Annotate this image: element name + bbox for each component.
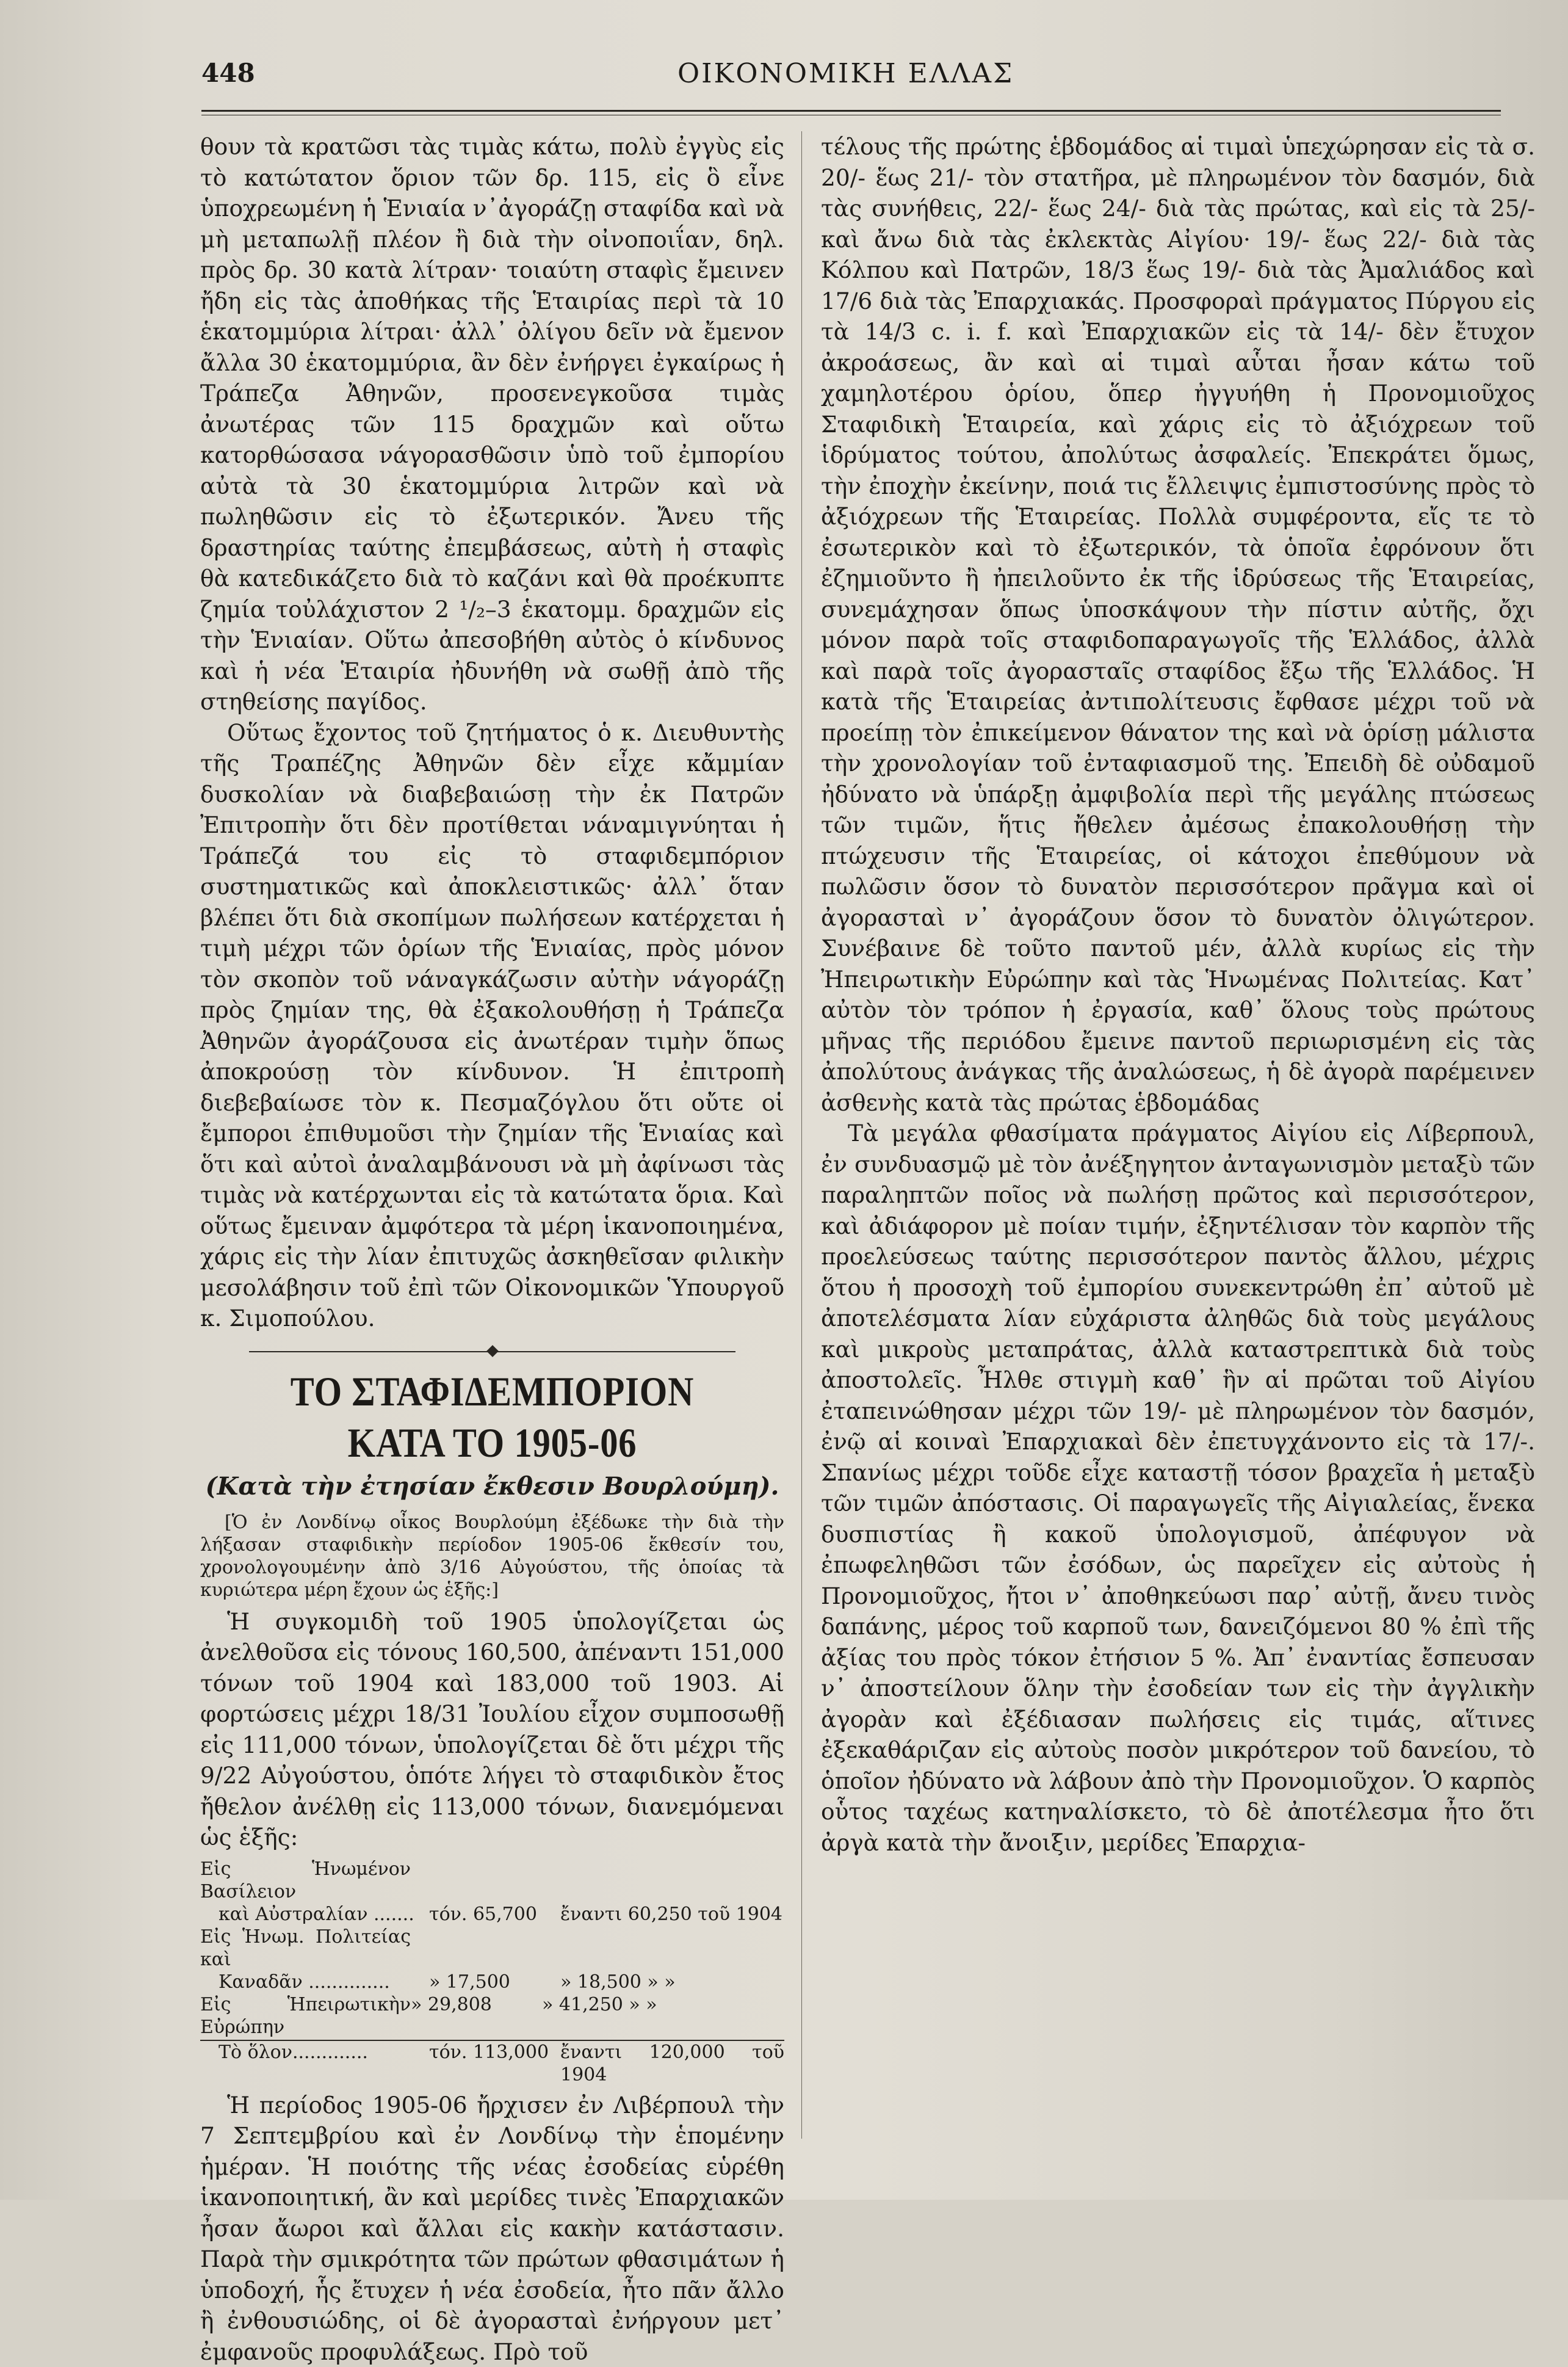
paragraph: Ἡ συγκομιδὴ τοῦ 1905 ὑπολογίζεται ὡς ἀνελθοῦσα εἰς τόνους 160,500, ἀπέναντι 151,000 τόνων τοῦ 1904 καὶ 183,000 τοῦ 1903. Αἱ φορτώσεις μέχρι 18/31 Ἰουλίου εἶχον συμποσωθῇ εἰς 111,000 τόνων, ὑπολογίζεται δὲ ὅτι μέχρι τῆς 9/22 Αὐγούστου, ὁπότε λήγει τὸ σταφιδικὸν ἔτος ἤθελον ἀνέλθῃ εἰς 113,000 τόνων, διανεμόμεναι ὡς ἑξῆς:	[200, 1606, 784, 1853]
row-comparison: ἔναντι 120,000 τοῦ 1904	[560, 2041, 784, 2086]
row-comparison: » 18,500 » »	[560, 1971, 784, 1993]
column-divider	[801, 131, 802, 2139]
section-title: ΤΟ ΣΤΑΦΙΔΕΜΠΟΡΙΟΝ ΚΑΤΑ ΤΟ 1905-06	[241, 1366, 743, 1468]
row-value: » 29,808	[411, 1993, 542, 2016]
row-comparison: ἔναντι 60,250 τοῦ 1904	[560, 1903, 784, 1926]
row-label: Καναδᾶν ..............	[200, 1971, 429, 1993]
row-label: Εἰς Ἡπειρωτικὴν Εὐρώπην	[200, 1993, 411, 2039]
editorial-note: [Ὁ ἐν Λονδίνῳ οἶκος Βουρλούμη ἐξέδωκε τὴν διὰ τὴν λήξασαν σταφιδικὴν περίοδον 1905-06 ἔκθεσίν του, χρονολογουμένην ἀπὸ 3/16 Αὐγούστου, τῆς ὁποίας τὰ κυριώτερα μέρη ἔχουν ὡς ἑξῆς:]	[200, 1511, 784, 1601]
header-double-rule	[201, 110, 1501, 115]
section-divider	[200, 1345, 784, 1357]
left-column	[200, 131, 784, 2163]
table-total-row	[200, 2040, 784, 2086]
row-label: Εἰς Ἡνωμ. Πολιτείας καὶ	[200, 1926, 411, 1971]
table-row	[200, 1903, 784, 1926]
row-label: Εἰς Ἡνωμένον Βασίλειον	[200, 1858, 411, 1903]
shipment-table	[200, 1858, 784, 2086]
section-subtitle: (Κατὰ τὴν ἐτησίαν ἔκθεσιν Βουρλούμη).	[200, 1471, 784, 1502]
row-value: τόν. 65,700	[429, 1903, 560, 1926]
row-label: Τὸ ὅλον.............	[200, 2041, 429, 2064]
row-value: » 17,500	[429, 1971, 560, 1993]
paragraph: Οὕτως ἔχοντος τοῦ ζητήματος ὁ κ. Διευθυντὴς τῆς Τραπέζης Ἀθηνῶν δὲν εἶχε κἄμμίαν δυσκολίαν νὰ διαβεβαιώσῃ τὴν ἐκ Πατρῶν Ἐπιτροπὴν ὅτι δὲν προτίθεται νάναμιγνύηται ἡ Τράπεζά του εἰς τὸ σταφιδεμπόριον συστηματικῶς καὶ ἀποκλειστικῶς· ἀλλ᾽ ὅταν βλέπει ὅτι διὰ σκοπίμων πωλήσεων κατέρχεται ἡ τιμὴ μέχρι τῶν ὁρίων τῆς Ἑνιαίας, πρὸς μόνον τὸν σκοπὸν τοῦ νάναγκάζωσιν αὐτὴν νάγοράζῃ πρὸς ζημίαν της, θὰ ἐξακολουθήσῃ ἡ Τράπεζα Ἀθηνῶν ἀγοράζουσα εἰς ἀνωτέραν τιμὴν ὅπως ἀποκρούσῃ τὸν κίνδυνον. Ἡ ἐπιτροπὴ διεβεβαίωσε τὸν κ. Πεσμαζόγλου ὅτι οὔτε οἱ ἔμποροι ἐπιθυμοῦσι τὴν ζημίαν τῆς Ἑνιαίας καὶ ὅτι καὶ αὐτοὶ ἀναλαμβάνουσι νὰ μὴ ἀφίνωσι τὰς τιμὰς νὰ κατέρχωνται εἰς τὰ κατώτατα ὅρια. Καὶ οὕτως ἔμειναν ἀμφότερα τὰ μέρη ἱκανοποιημένα, χάρις εἰς τὴν λίαν ἐπιτυχῶς ἀσκηθεῖσαν φιλικὴν μεσολάβησιν τοῦ ἐπὶ τῶν Οἰκονομικῶν Ὑπουργοῦ κ. Σιμοπούλου.	[200, 717, 784, 1334]
page-header	[201, 58, 1501, 101]
row-comparison: » 41,250 » »	[542, 1993, 784, 2016]
row-label: καὶ Αὐστραλίαν .......	[200, 1903, 429, 1926]
row-value: τόν. 113,000	[429, 2041, 560, 2064]
right-column	[821, 131, 1535, 2163]
paragraph: θουν τὰ κρατῶσι τὰς τιμὰς κάτω, πολὺ ἐγγὺς εἰς τὸ κατώτατον ὅριον τῶν δρ. 115, εἰς ὃ εἶνε ὑποχρεωμένη ἡ Ἑνιαία ν᾽ἀγοράζῃ σταφίδα καὶ νὰ μὴ μεταπωλῇ πλέον ἢ διὰ τὴν οἰνοποιΐαν, δηλ. πρὸς δρ. 30 κατὰ λίτραν· τοιαύτη σταφὶς ἔμεινεν ἤδη εἰς τὰς ἀποθήκας τῆς Ἑταιρίας περὶ τὰ 10 ἑκατομμύρια λίτραι· ἀλλ᾽ ὀλίγου δεῖν νὰ ἔμενον ἄλλα 30 ἑκατομμύρια, ἂν δὲν ἐνήργει ἐγκαίρως ἡ Τράπεζα Ἀθηνῶν, προσενεγκοῦσα τιμὰς ἀνωτέρας τῶν 115 δραχμῶν καὶ οὕτω κατορθώσασα νάγορασθῶσιν ὑπὸ τοῦ ἐμπορίου αὐτὰ τὰ 30 ἑκατομμύρια λιτρῶν καὶ νὰ πωληθῶσιν εἰς τὸ ἐξωτερικόν. Ἄνευ τῆς δραστηρίας ταύτης ἐπεμβάσεως, αὐτὴ ἡ σταφὶς θὰ κατεδικάζετο διὰ τὸ καζάνι καὶ θὰ προέκυπτε ζημία τοὐλάχιστον 2 ¹/₂–3 ἑκατομμ. δραχμῶν εἰς τὴν Ἑνιαίαν. Οὕτω ἀπεσοβήθη αὐτὸς ὁ κίνδυνος καὶ ἡ νέα Ἑταιρία ἠδυνήθη νὰ σωθῇ ἀπὸ τῆς στηθείσης παγίδος.	[200, 131, 784, 717]
page-number: 448	[201, 58, 255, 88]
table-row	[200, 1858, 784, 1903]
paragraph: τέλους τῆς πρώτης ἑβδομάδος αἱ τιμαὶ ὑπεχώρησαν εἰς τὰ σ. 20/- ἕως 21/- τὸν στατῆρα, μὲ πληρωμένον τὸν δασμόν, διὰ τὰς συνήθεις, 22/- ἕως 24/- διὰ τὰς πρώτας, καὶ εἰς τὰ 25/- καὶ ἄνω διὰ τὰς ἐκλεκτὰς Αἰγίου· 19/- ἕως 22/- διὰ τὰς Κόλπου καὶ Πατρῶν, 18/3 ἕως 19/- διὰ τὰς Ἀμαλιάδος καὶ 17/6 διὰ τὰς Ἐπαρχιακάς. Προσφοραὶ πράγματος Πύργου εἰς τὰ 14/3 c. i. f. καὶ Ἐπαρχιακῶν εἰς τὰ 14/- δὲν ἔτυχον ἀκροάσεως, ἂν καὶ αἱ τιμαὶ αὗται ἦσαν κάτω τοῦ χαμηλοτέρου ὁρίου, ὅπερ ἠγγυήθη ἡ Προνομιοῦχος Σταφιδικὴ Ἑταιρεία, καὶ χάρις εἰς τὸ ἀξιόχρεων τοῦ ἱδρύματος τούτου, ἀπολύτως ἀσφαλείς. Ἐπεκράτει ὅμως, τὴν ἐποχὴν ἐκείνην, ποιά τις ἔλλειψις ἐμπιστοσύνης πρὸς τὸ ἀξιόχρεων τῆς Ἑταιρείας. Πολλὰ συμφέροντα, εἴς τε τὸ ἐσωτερικὸν καὶ τὸ ἐξωτερικόν, τὰ ὁποῖα ἐφρόνουν ὅτι ἐζημιοῦντο ἢ ἠπειλοῦντο ἐκ τῆς ἱδρύσεως τῆς Ἑταιρείας, συνεμάχησαν ὅπως ὑποσκάψουν τὴν πίστιν αὐτῆς, ὄχι μόνον παρὰ τοῖς σταφιδοπαραγωγοῖς τῆς Ἑλλάδος, ἀλλὰ καὶ παρὰ τοῖς ἀγορασταῖς σταφίδος ἔξω τῆς Ἑλλάδος. Ἡ κατὰ τῆς Ἑταιρείας ἀντιπολίτευσις ἔφθασε μέχρι τοῦ νὰ προείπῃ τὸν ἐπικείμενον θάνατον της καὶ νὰ ὁρίσῃ μάλιστα τὴν χρονολογίαν τοῦ ἐνταφιασμοῦ της. Ἐπειδὴ δὲ οὐδαμοῦ ἠδύνατο νὰ ὑπάρξῃ ἀμφιβολία περὶ τῆς μεγάλης πτώσεως τῶν τιμῶν, ἥτις ἤθελεν ἀμέσως ἐπακολουθήσῃ τὴν πτώχευσιν τῆς Ἑταιρείας, οἱ κάτοχοι ἐπεθύμουν νὰ πωλῶσιν ὅσον τὸ δυνατὸν περισσότερον πρᾶγμα καὶ οἱ ἀγορασταὶ ν᾽ ἀγοράζουν ὅσον τὸ δυνατὸν ὀλιγώτερον. Συνέβαινε δὲ τοῦτο παντοῦ μέν, ἀλλὰ κυρίως εἰς τὴν Ἠπειρωτικὴν Εὐρώπην καὶ τὰς Ἡνωμένας Πολιτείας. Κατ᾽ αὐτὸν τὸν τρόπον ἡ ἐργασία, καθ᾽ ὅλους τοὺς πρώτους μῆνας τῆς περιόδου ἔμεινε παντοῦ περιωρισμένη εἰς τὰς ἀπολύτους ἀνάγκας τῆς ἀναλώσεως, ἡ δὲ ἀγορὰ παρέμεινεν ἀσθενὴς κατὰ τὰς πρώτας ἑβδομάδας	[821, 131, 1535, 1118]
paragraph: Ἡ περίοδος 1905-06 ἤρχισεν ἐν Λιβέρπουλ τὴν 7 Σεπτεμβρίου καὶ ἐν Λονδίνῳ τὴν ἑπομένην ἡμέραν. Ἡ ποιότης τῆς νέας ἐσοδείας εὑρέθη ἱκανοποιητική, ἂν καὶ μερίδες τινὲς Ἐπαρχιακῶν ἦσαν ἄωροι καὶ ἄλλαι εἰς κακὴν κατάστασιν. Παρὰ τὴν σμικρότητα τῶν πρώτων φθασιμάτων ἡ ὑποδοχή, ἧς ἔτυχεν ἡ νέα ἐσοδεία, ἦτο πᾶν ἄλλο ἢ ἐνθουσιώδης, οἱ δὲ ἀγορασταὶ ἐνήργουν μετ᾽ ἐμφανοῦς προφυλάξεως. Πρὸ τοῦ	[200, 2090, 784, 2367]
table-row	[200, 1971, 784, 1993]
paragraph: Τὰ μεγάλα φθασίματα πράγματος Αἰγίου εἰς Λίβερπουλ, ἐν συνδυασμῷ μὲ τὸν ἀνέξηγητον ἀνταγωνισμὸν μεταξὺ τῶν παραληπτῶν ποῖος νὰ πωλήσῃ πρῶτος καὶ περισσότερον, καὶ ἀδιάφορον μὲ ποίαν τιμήν, ἐξηντέλισαν τὸν καρπὸν τῆς προελεύσεως ταύτης περισσότερον παντὸς ἄλλου, μέχρις ὅτου ἡ προσοχὴ τοῦ ἐμπορίου συνεκεντρώθη ἐπ᾽ αὐτοῦ μὲ ἀποτελέσματα λίαν εὐχάριστα ἀληθῶς διὰ τοὺς μεγάλους καὶ μικροὺς μεταπράτας, ἀλλὰ καταστρεπτικὰ διὰ τοὺς ἀποστολεῖς. Ἦλθε στιγμὴ καθ᾽ ἣν αἱ πρῶται τοῦ Αἰγίου ἐταπεινώθησαν μέχρι τῶν 19/- μὲ πληρωμένον τὸν δασμόν, ἐνῷ αἱ κοιναὶ Ἐπαρχιακαὶ δὲν ἐπετυγχάνοντο εἰς τὰ 17/-. Σπανίως μέχρι τοῦδε εἶχε καταστῇ τόσον βραχεῖα ἡ μεταξὺ τῶν τιμῶν ἀπόστασις. Οἱ παραγωγεῖς τῆς Αἰγιαλείας, ἕνεκα δυσπιστίας ἢ κακοῦ ὑπολογισμοῦ, ἀπέφυγον νὰ ἐπωφεληθῶσι τῶν ἐσόδων, ὡς παρεῖχεν εἰς αὐτοὺς ἡ Προνομιοῦχος, ἤτοι ν᾽ ἀποθηκεύωσι παρ᾽ αὐτῇ, ἄνευ τινὸς δαπάνης, μέρος τοῦ καρποῦ των, δανειζόμενοι 80 % ἐπὶ τῆς ἀξίας του πρὸς τόκον ἐτήσιον 5 %. Ἀπ᾽ ἐναντίας ἔσπευσαν ν᾽ ἀποστείλουν ὅλην τὴν ἐσοδείαν των εἰς τὴν ἀγγλικὴν ἀγορὰν καὶ ἐξέδιασαν πωλήσεις εἰς τιμάς, αἵτινες ἐξεκαθάριζαν εἰς αὐτοὺς ποσὸν μικρότερον τοῦ δανείου, τὸ ὁποῖον ἠδύνατο νὰ λάβουν ἀπὸ τὴν Προνομιοῦχον. Ὁ καρπὸς οὗτος ταχέως κατηναλίσκετο, τὸ δὲ ἀποτέλεσμα ἦτο ὅτι ἀργὰ κατὰ τὴν ἄνοιξιν, μερίδες Ἐπαρχια-	[821, 1118, 1535, 1858]
table-row	[200, 1993, 784, 2039]
divider-ornament	[486, 1345, 499, 1357]
running-title: ΟΙΚΟΝΟΜΙΚΗ ΕΛΛΑΣ	[677, 58, 1014, 89]
table-row	[200, 1926, 784, 1971]
